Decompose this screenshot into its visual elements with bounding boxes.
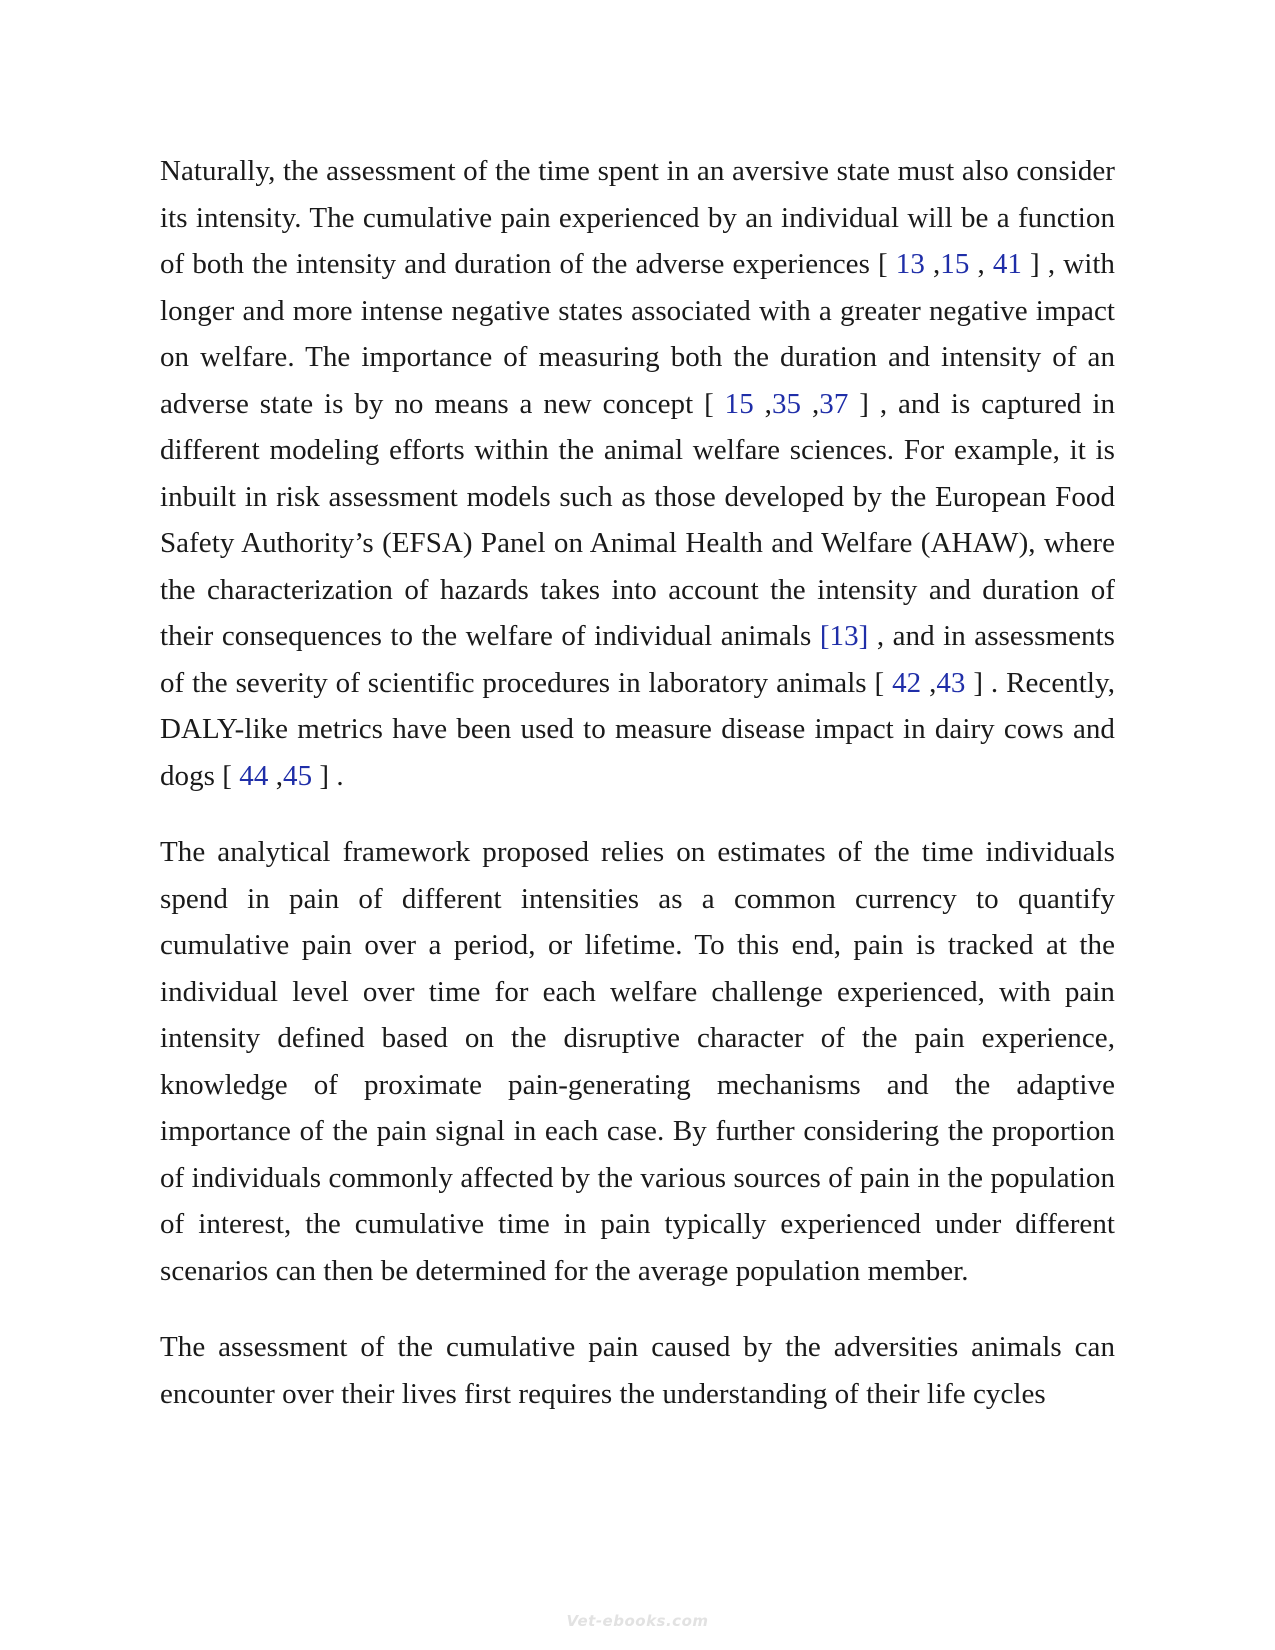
citation-link[interactable]: 41 [992, 248, 1022, 280]
watermark-logo: Vet-ebooks.com [566, 1612, 709, 1630]
paragraph-2 [160, 829, 1115, 1294]
paragraph-text: , [268, 759, 284, 792]
paragraph-text: , [801, 387, 820, 420]
paragraph-text: The assessment of the cumulative pain caused by the adversities animals can encounter over their lives first requires the understanding of their life cycles [160, 1331, 1115, 1410]
citation-link[interactable]: 13 [895, 248, 925, 280]
paragraph-3 [160, 1324, 1115, 1417]
paragraph-text: ] , with longer and more intense negative states associated with a greater negative impact on welfare. The importance of measuring both the duration and intensity of an adverse state is by no means a new concept [ [160, 248, 1115, 420]
paragraph-1 [160, 148, 1115, 799]
paragraph-text: , and in assessments of the severity of scientific procedures in laboratory animals [ [160, 620, 1115, 699]
paragraph-text: ] . Recently, DALY-like metrics have been used to measure disease impact in dairy cows and dogs [ [160, 666, 1115, 792]
paragraph-text: ] , and is captured in different modeling efforts within the animal welfare sciences. For example, it is inbuilt in risk assessment models such as those developed by the European Food Safety Authority’s (EFSA) Panel on Animal Health and Welfare (AHAW), where the characterization of hazards takes into account the intensity and duration of their consequences to the welfare of individual animals [160, 387, 1115, 652]
citation-link[interactable]: 15 [724, 387, 754, 420]
citation-link[interactable]: 37 [819, 387, 849, 420]
citation-link[interactable]: 35 [771, 387, 802, 420]
paragraph-text: , [753, 387, 772, 420]
paragraph-text: , [969, 248, 993, 280]
document-body [160, 148, 1115, 1417]
citation-link[interactable]: 42 [892, 666, 922, 699]
paragraph-text: ] . [312, 759, 344, 792]
paragraph-text: Naturally, the assessment of the time spent in an aversive state must also consider its intensity. The cumulative pain experienced by an individual will be a function of both the intensity and duration of the adverse experiences [ [160, 155, 1115, 280]
citation-link[interactable]: 15 [940, 248, 970, 280]
paragraph-text: , [921, 666, 937, 699]
paragraph-text: , [924, 248, 941, 280]
citation-link[interactable]: 45 [283, 759, 313, 792]
paragraph-text: The analytical framework proposed relies on estimates of the time individuals spend in pain of different intensities as a common currency to quantify cumulative pain over a period, or lifetime. To this end, pain is tracked at the individual level over time for each welfare challenge experienced, with pain intensity defined based on the disruptive character of the pain experience, knowledge of proximate pain-generating mechanisms and the adaptive importance of the pain signal in each case. By further considering the proportion of individuals commonly affected by the various sources of pain in the population of interest, the cumulative time in pain typically experienced under different scenarios can then be determined for the average population member. [160, 836, 1115, 1287]
citation-link[interactable]: 43 [936, 666, 966, 699]
citation-link[interactable]: 44 [239, 759, 269, 792]
citation-link[interactable]: [13] [819, 620, 869, 652]
